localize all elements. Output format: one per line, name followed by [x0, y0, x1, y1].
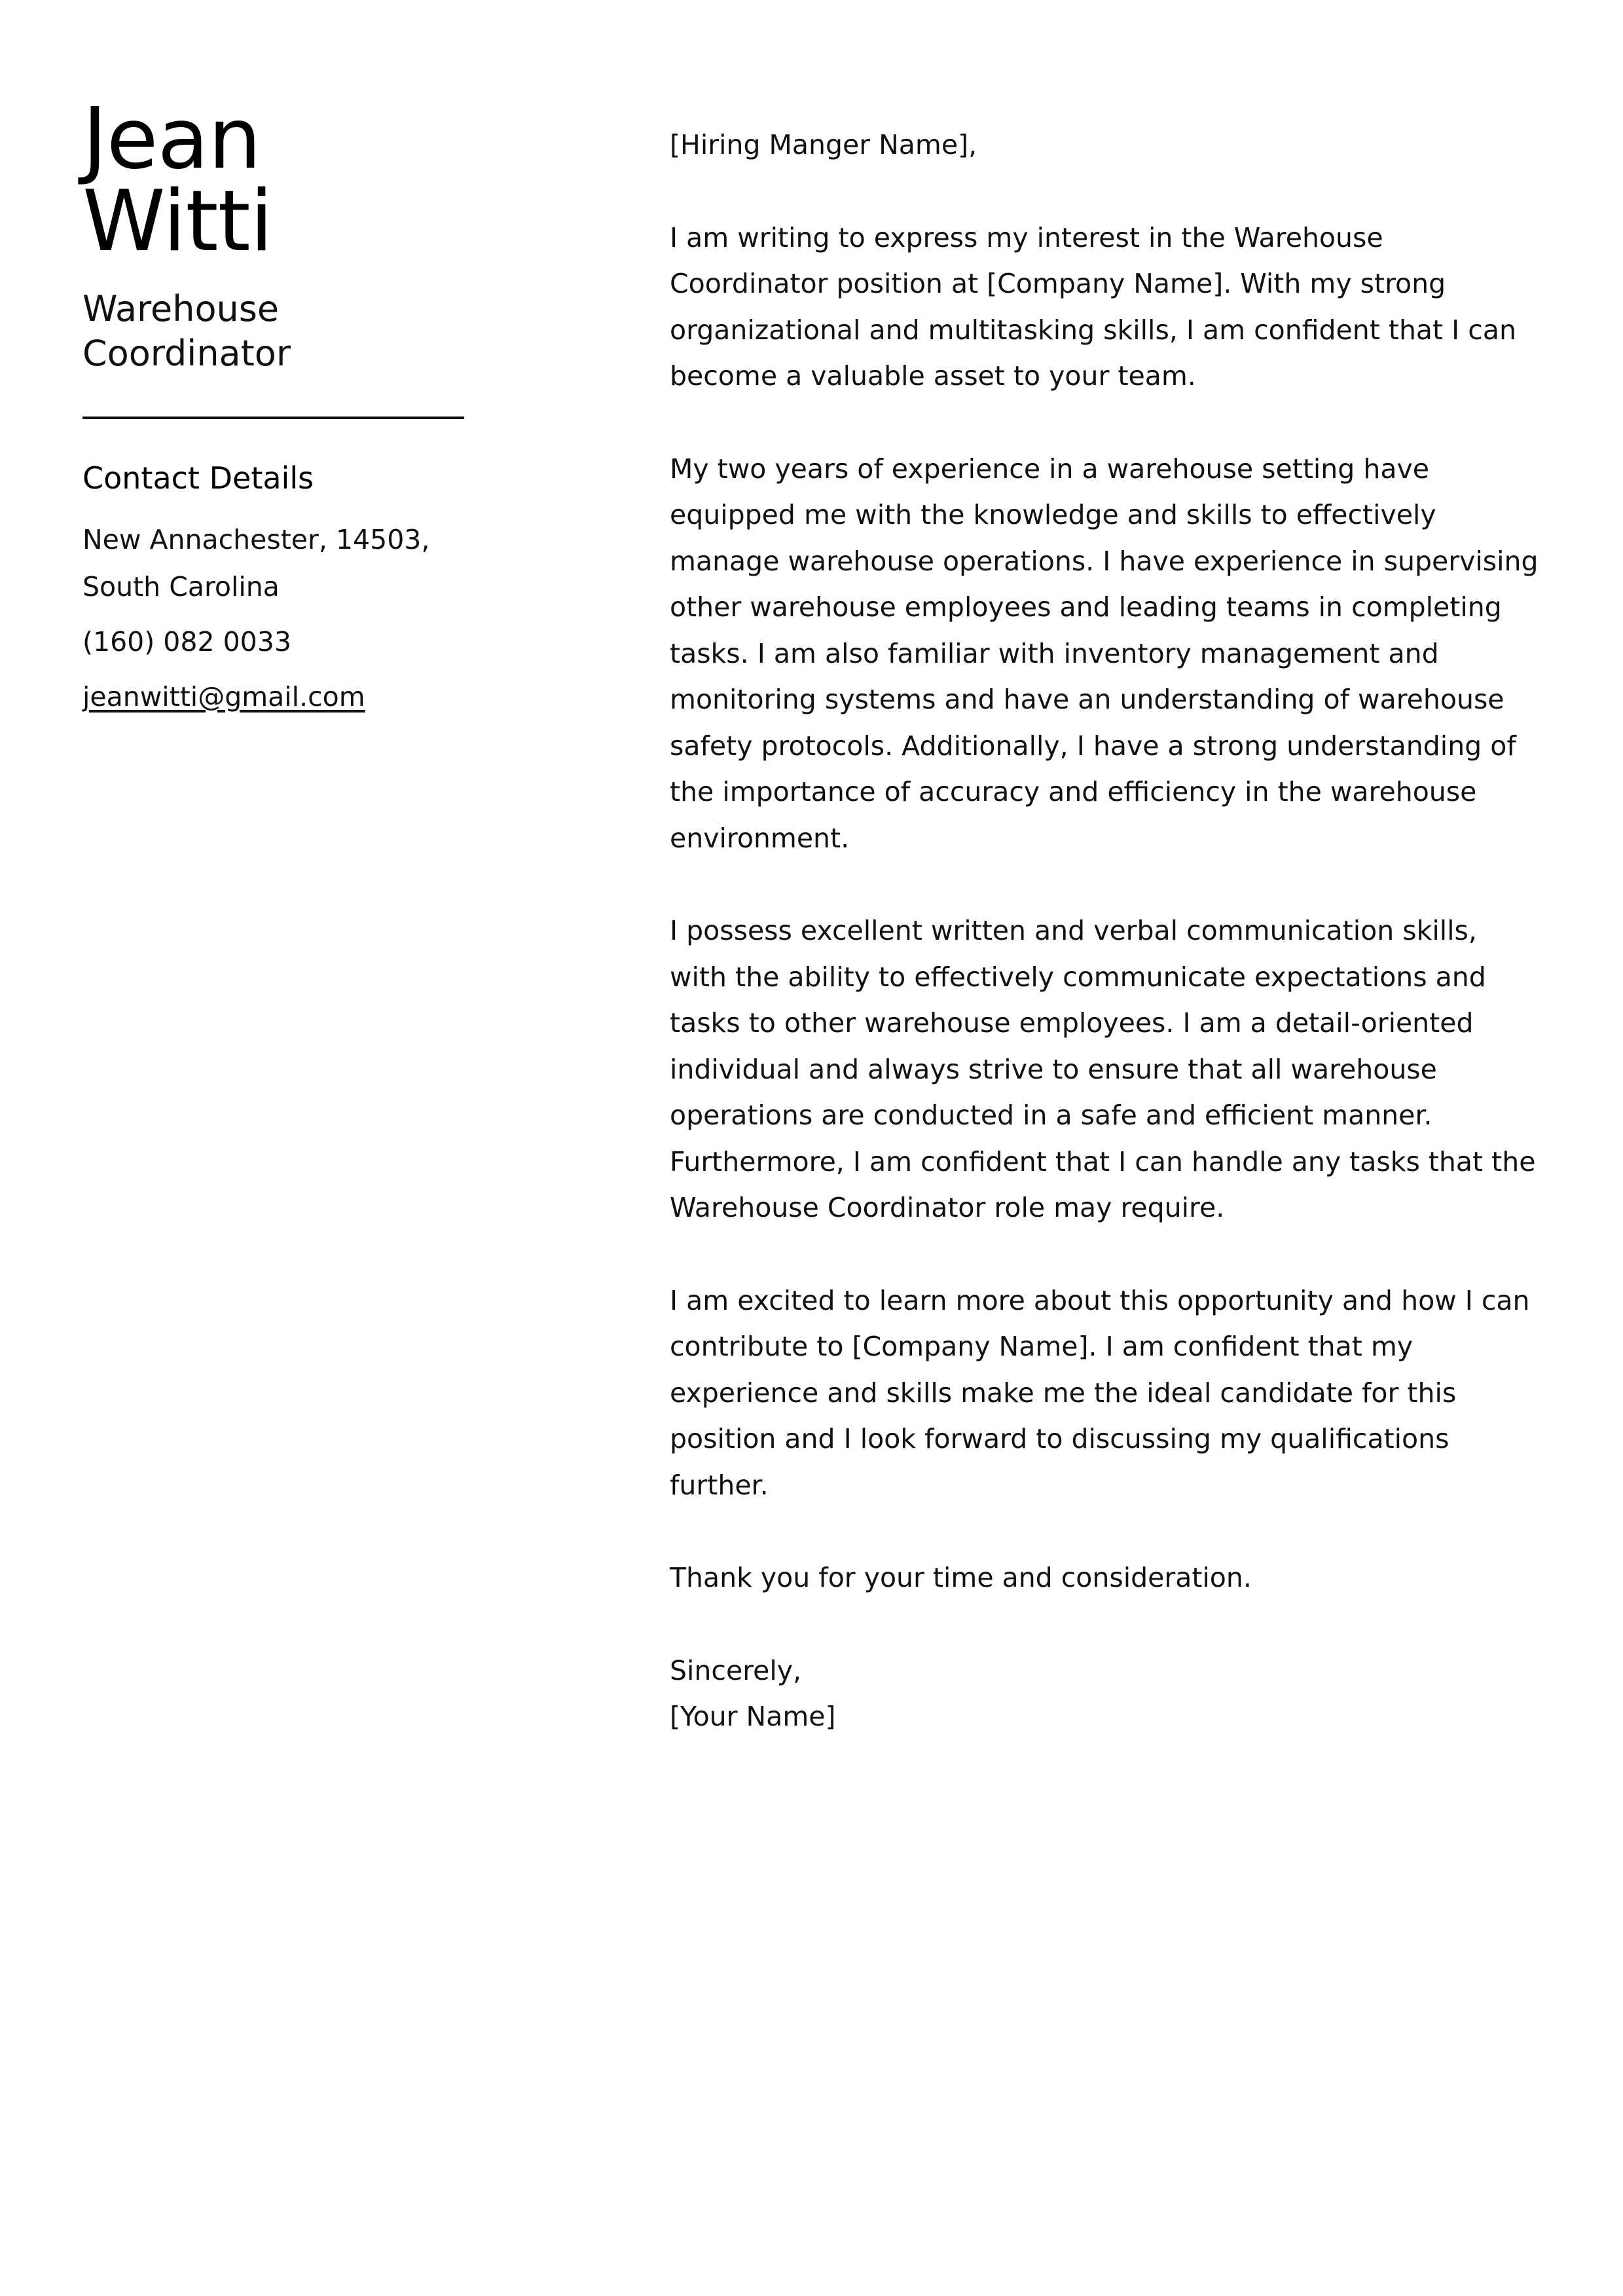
signature: [Your Name] [670, 1701, 836, 1732]
job-title-line-1: Warehouse [82, 288, 280, 329]
letter-body [670, 122, 1541, 1740]
sidebar-divider [82, 417, 464, 419]
address-line-2: South Carolina [82, 571, 280, 602]
paragraph-skills: I possess excellent written and verbal communication skills, with the ability to effectively communicate expectations and tasks to other warehouse employees. I am a detail-oriented individual and always strive to ensure that all warehouse operations are conducted in a safe and efficient manner. Furthermore, I am confident that I can handle any tasks that the Warehouse Coordinator role may require. [670, 915, 1536, 1223]
phone-number: (160) 082 0033 [82, 626, 291, 657]
contact-details [82, 516, 475, 720]
closing [670, 1648, 1541, 1740]
job-title-line-2: Coordinator [82, 333, 291, 374]
paragraph-thanks: Thank you for your time and consideration. [670, 1562, 1252, 1593]
salutation: [Hiring Manger Name], [670, 129, 977, 160]
sidebar [82, 90, 475, 720]
contact-heading: Contact Details [82, 460, 314, 496]
address [82, 516, 475, 610]
paragraph-experience: My two years of experience in a warehouse setting have equipped me with the knowledge and skills to effectively manage warehouse operations. I have experience in supervising other warehouse employees and leading teams in completing tasks. I am also familiar with inventory management and monitoring systems and have an understanding of warehouse safety protocols. Additionally, I have a strong understanding of the importance of accuracy and efficiency in the warehouse environment. [670, 453, 1539, 854]
first-name: Jean [82, 90, 261, 188]
email-link[interactable]: jeanwitti@gmail.com [82, 681, 365, 713]
address-line-1: New Annachester, 14503, [82, 524, 430, 555]
paragraph-conclusion: I am excited to learn more about this opportunity and how I can contribute to [Company Name]. I am confident that my experience and skills make me the ideal candidate for this position and I look forward to discussing my qualifications further. [670, 1284, 1530, 1501]
last-name: Witti [82, 173, 273, 270]
applicant-name [82, 90, 475, 270]
paragraph-intro: I am writing to express my interest in the Warehouse Coordinator position at [Company Name]. With my strong organizational and multitasking skills, I am confident that I can become a valuable asset to your team. [670, 221, 1516, 392]
job-title [82, 287, 475, 376]
sign-off: Sincerely, [670, 1654, 802, 1686]
